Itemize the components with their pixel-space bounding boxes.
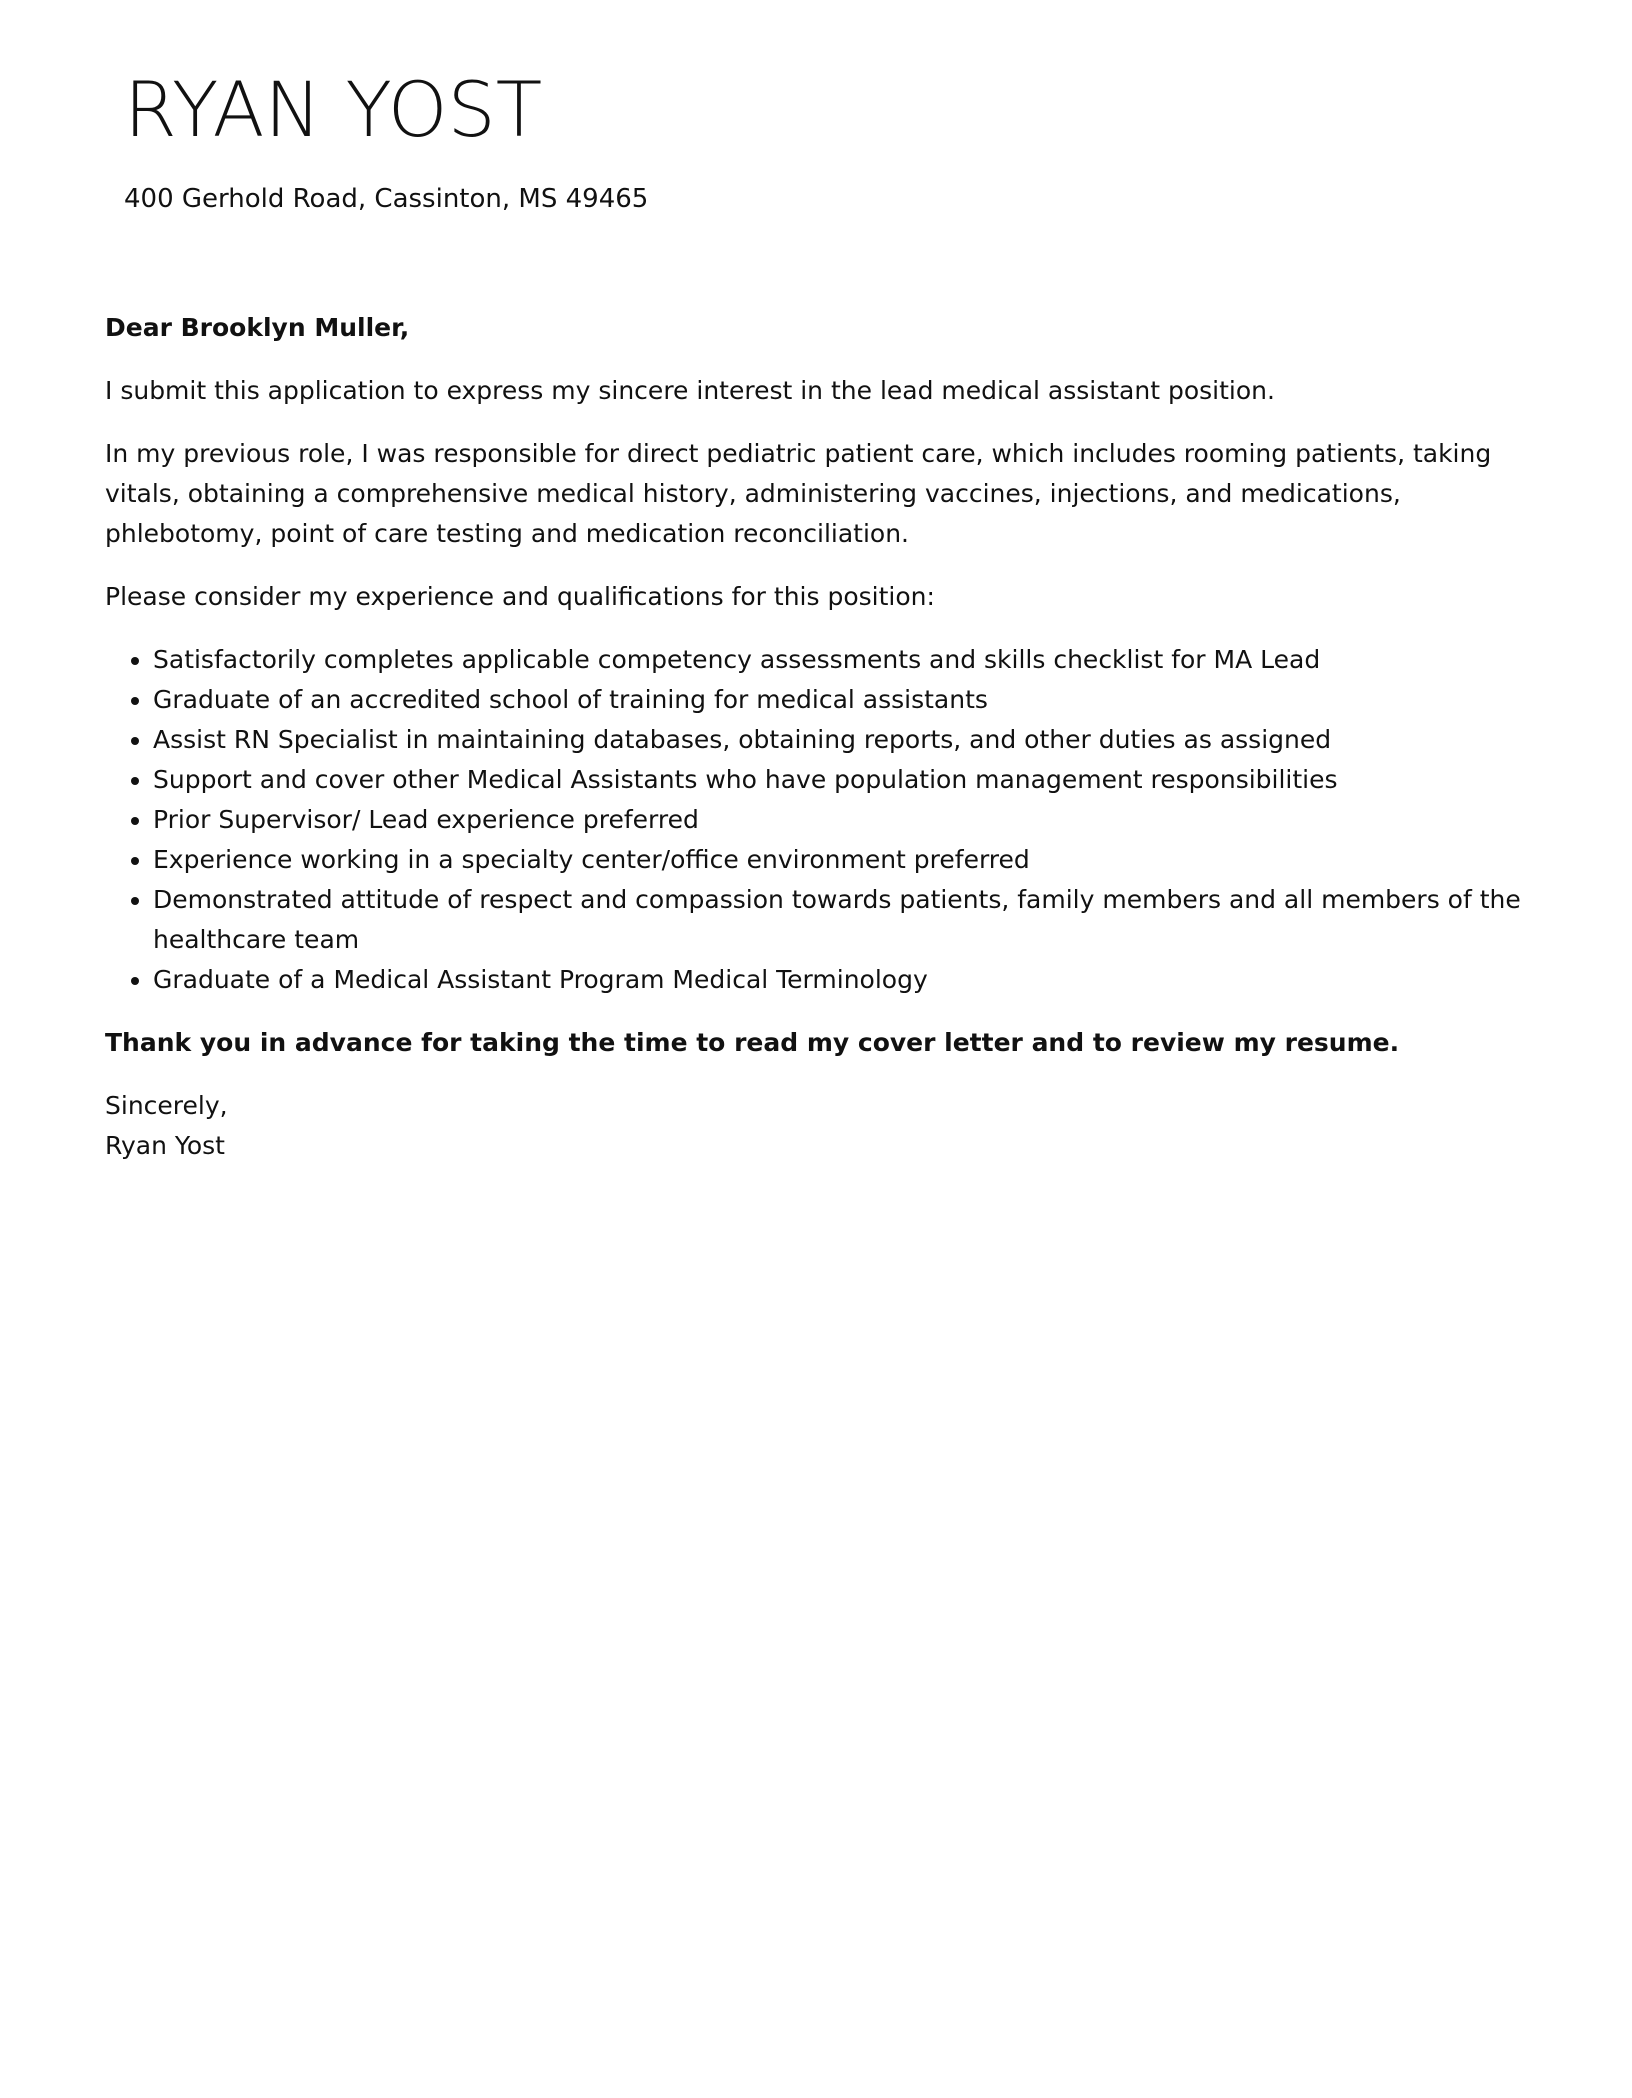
salutation: Dear Brooklyn Muller,: [105, 313, 410, 342]
qualifications-intro: Please consider my experience and qualifications for this position:: [105, 582, 935, 611]
list-item: • Graduate of a Medical Assistant Program Medical Terminology: [153, 960, 1525, 1000]
letter-header: [124, 65, 649, 215]
closing-line: Sincerely,: [105, 1091, 228, 1120]
experience-paragraph: In my previous role, I was responsible for direct pediatric patient care, which includes rooming patients, taking vitals, obtaining a comprehensive medical history, administering vaccines, injections, and medications, phlebotomy, point of care testing and medication reconciliation.: [105, 439, 1492, 548]
list-item: • Demonstrated attitude of respect and compassion towards patients, family members and all members of the healthcare team: [153, 880, 1525, 960]
list-item: • Graduate of an accredited school of training for medical assistants: [153, 680, 1525, 720]
signature-block: [105, 1086, 1525, 1166]
thank-you-line: Thank you in advance for taking the time to read my cover letter and to review my resume.: [105, 1028, 1400, 1057]
intro-paragraph: I submit this application to express my sincere interest in the lead medical assistant position.: [105, 376, 1275, 405]
applicant-address: 400 Gerhold Road, Cassinton, MS 49465: [124, 184, 649, 214]
list-item: • Assist RN Specialist in maintaining databases, obtaining reports, and other duties as assigned: [153, 720, 1525, 760]
letter-body: [105, 308, 1525, 1166]
list-item: • Prior Supervisor/ Lead experience preferred: [153, 800, 1525, 840]
list-item: • Experience working in a specialty center/office environment preferred: [153, 840, 1525, 880]
list-item: • Satisfactorily completes applicable competency assessments and skills checklist for MA Lead: [153, 640, 1525, 680]
applicant-name: RYAN YOST: [124, 65, 543, 154]
list-item: • Support and cover other Medical Assistants who have population management responsibilities: [153, 760, 1525, 800]
qualifications-list: [105, 640, 1525, 1000]
signature-name: Ryan Yost: [105, 1131, 225, 1160]
